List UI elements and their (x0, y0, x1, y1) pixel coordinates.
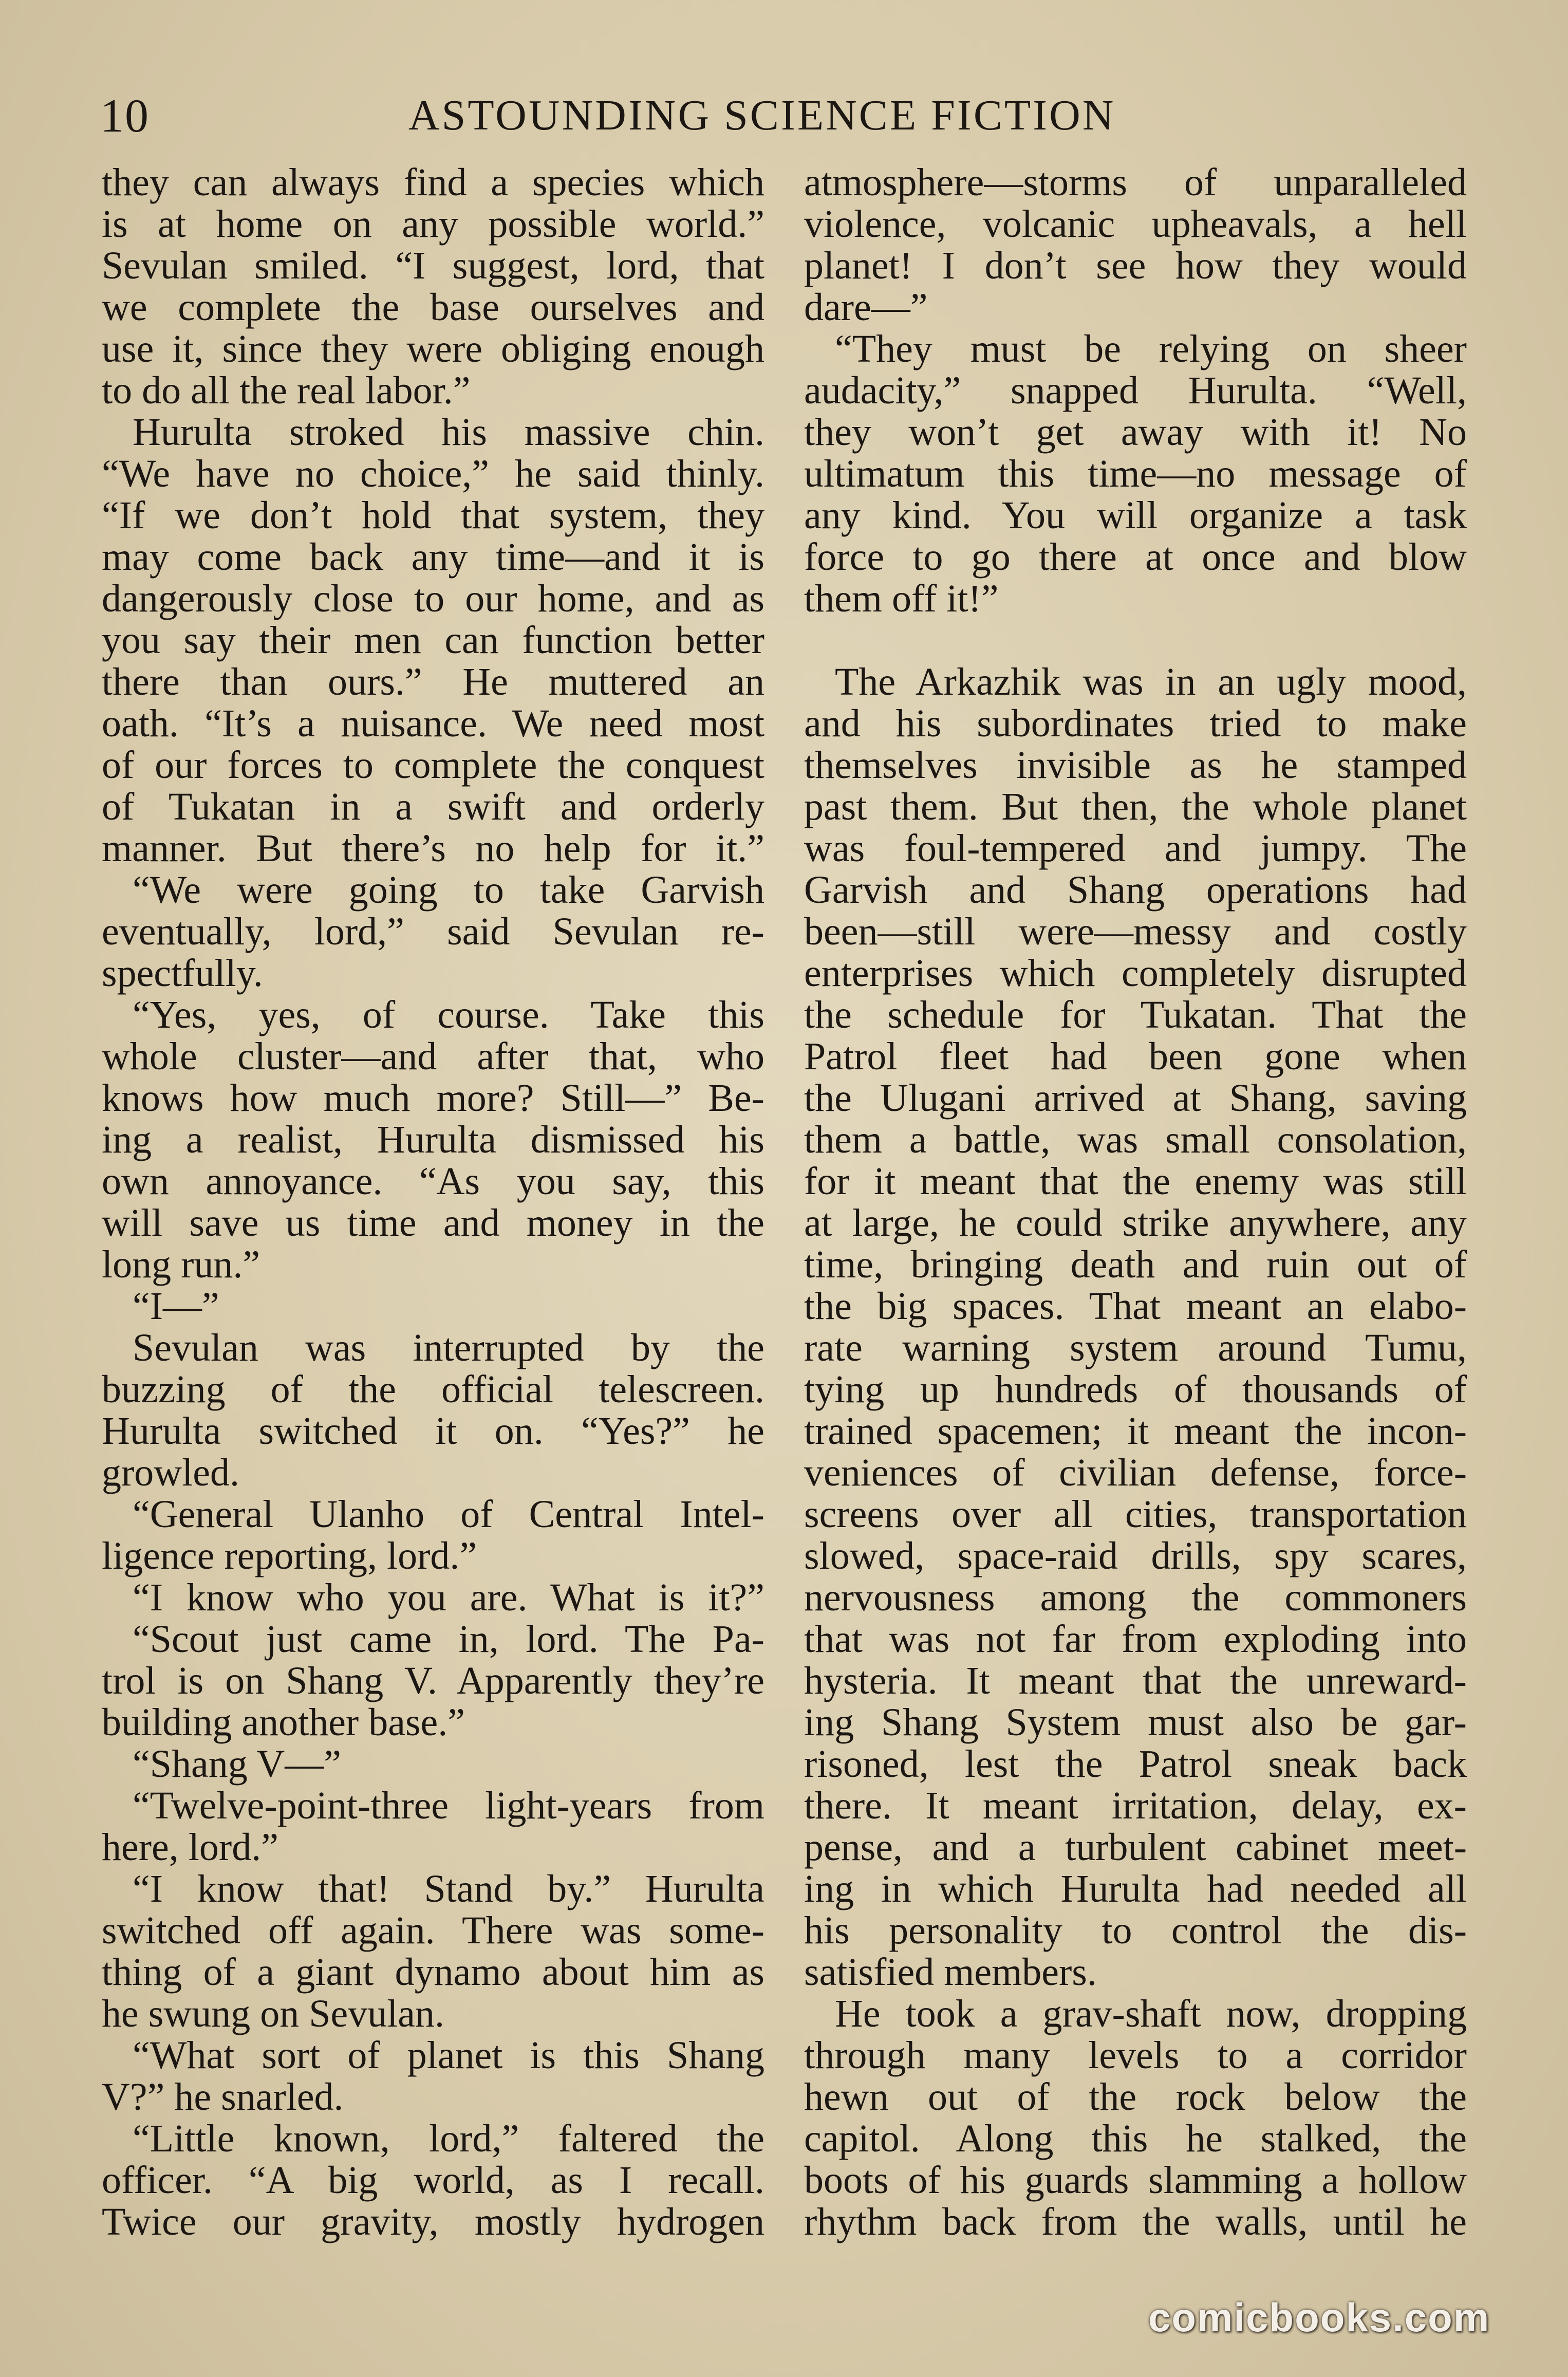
text-line: buzzing of the official telescreen. (102, 1368, 764, 1411)
text-line: own annoyance. “As you say, this (102, 1160, 764, 1203)
text-line: time, bringing death and ruin out of (804, 1243, 1467, 1286)
running-title: ASTOUNDING SCIENCE FICTION (408, 91, 1116, 139)
text-line: veniences of civilian defense, force- (804, 1451, 1467, 1494)
text-line: planet! I don’t see how they would (804, 244, 1467, 287)
text-line: pense, and a turbulent cabinet meet- (804, 1826, 1467, 1869)
text-line: The Arkazhik was in an ugly mood, (835, 660, 1467, 703)
text-line: screens over all cities, transportation (804, 1493, 1467, 1536)
text-line: manner. But there’s no help for it.” (102, 827, 764, 870)
text-line: trol is on Shang V. Apparently they’re (102, 1659, 764, 1702)
text-line: ing in which Hurulta had needed all (804, 1867, 1467, 1910)
text-line: “I know who you are. What is it?” (133, 1576, 764, 1619)
text-line: past them. But then, the whole planet (804, 785, 1467, 828)
text-line: thing of a giant dynamo about him as (102, 1951, 764, 1994)
text-line: V?” he snarled. (102, 2075, 344, 2119)
text-line: rhythm back from the walls, until he (804, 2200, 1467, 2243)
text-line: ing a realist, Hurulta dismissed his (102, 1118, 764, 1161)
text-line: dare—” (804, 286, 928, 329)
text-line: the Ulugani arrived at Shang, saving (804, 1076, 1467, 1120)
text-line: there than ours.” He muttered an (102, 660, 764, 703)
watermark: comicbooks.com (1148, 2295, 1490, 2340)
text-line: rate warning system around Tumu, (804, 1326, 1467, 1369)
text-line: spectfully. (102, 952, 263, 995)
left-text-column (102, 162, 764, 2243)
text-line: hewn out of the rock below the (804, 2075, 1467, 2119)
text-line: He took a grav-shaft now, dropping (835, 1992, 1467, 2035)
text-line: ligence reporting, lord.” (102, 1534, 477, 1577)
text-line: there. It meant irritation, delay, ex- (804, 1784, 1467, 1827)
text-line: capitol. Along this he stalked, the (804, 2117, 1467, 2160)
text-line: he swung on Sevulan. (102, 1992, 445, 2035)
text-line: “They must be relying on sheer (835, 327, 1467, 370)
text-line: growled. (102, 1451, 240, 1494)
page-number: 10 (100, 89, 150, 142)
text-line: may come back any time—and it is (102, 535, 764, 579)
text-line: was foul-tempered and jumpy. The (804, 827, 1467, 870)
text-line: force to go there at once and blow (804, 535, 1467, 579)
text-line: slowed, space-raid drills, spy scares, (804, 1534, 1467, 1577)
text-line: is at home on any possible world.” (102, 202, 764, 246)
text-line: Sevulan was interrupted by the (133, 1326, 764, 1369)
text-line: ing Shang System must also be gar- (804, 1701, 1467, 1744)
text-line: at large, he could strike anywhere, any (804, 1201, 1467, 1245)
text-line: ultimatum this time—no message of (804, 452, 1467, 495)
text-line: “General Ulanho of Central Intel- (133, 1493, 764, 1536)
text-line: them a battle, was small consolation, (804, 1118, 1467, 1161)
text-line: Garvish and Shang operations had (804, 868, 1467, 912)
text-line: Sevulan smiled. “I suggest, lord, that (102, 244, 764, 287)
text-line: satisfied members. (804, 1951, 1097, 1994)
text-line: they can always find a species which (102, 161, 764, 204)
text-line: been—still were—messy and costly (804, 910, 1467, 953)
right-text-column (804, 162, 1467, 2243)
text-line: nervousness among the commoners (804, 1576, 1467, 1619)
text-line: we complete the base ourselves and (102, 286, 764, 329)
text-line: the schedule for Tukatan. That the (804, 993, 1467, 1036)
page-header (100, 85, 1174, 146)
text-line: trained spacemen; it meant the incon- (804, 1409, 1467, 1453)
text-line: any kind. You will organize a task (804, 494, 1467, 537)
text-line: through many levels to a corridor (804, 2034, 1467, 2077)
text-line (804, 620, 1467, 661)
text-line: of our forces to complete the conquest (102, 744, 764, 787)
text-line: for it meant that the enemy was still (804, 1160, 1467, 1203)
text-line: violence, volcanic upheavals, a hell (804, 202, 1467, 246)
text-line: building another base.” (102, 1701, 465, 1744)
text-line: “Little known, lord,” faltered the (133, 2117, 764, 2160)
text-line: “I—” (133, 1285, 219, 1328)
text-line: “I know that! Stand by.” Hurulta (133, 1867, 764, 1910)
text-line: themselves invisible as he stamped (804, 744, 1467, 787)
text-line: risoned, lest the Patrol sneak back (804, 1742, 1467, 1786)
text-line: “Twelve-point-three light-years from (133, 1784, 764, 1827)
text-line: that was not far from exploding into (804, 1618, 1467, 1661)
text-line: here, lord.” (102, 1826, 278, 1869)
text-line: they won’t get away with it! No (804, 411, 1467, 454)
text-line: of Tukatan in a swift and orderly (102, 785, 764, 828)
text-line: to do all the real labor.” (102, 369, 471, 412)
text-line: whole cluster—and after that, who (102, 1035, 764, 1078)
text-line: switched off again. There was some- (102, 1909, 764, 1952)
text-line: “If we don’t hold that system, they (102, 494, 764, 537)
text-line: Twice our gravity, mostly hydrogen (102, 2200, 764, 2243)
text-line: “We have no choice,” he said thinly. (102, 452, 764, 495)
text-line: atmosphere—storms of unparalleled (804, 161, 1467, 204)
text-line: and his subordinates tried to make (804, 702, 1467, 745)
text-line: Hurulta switched it on. “Yes?” he (102, 1409, 764, 1453)
text-line: knows how much more? Still—” Be- (102, 1076, 764, 1120)
text-line: the big spaces. That meant an elabo- (804, 1285, 1467, 1328)
text-line: boots of his guards slamming a hollow (804, 2159, 1467, 2202)
text-line: enterprises which completely disrupted (804, 952, 1467, 995)
text-line: oath. “It’s a nuisance. We need most (102, 702, 764, 745)
text-line: use it, since they were obliging enough (102, 327, 764, 370)
text-line: Patrol fleet had been gone when (804, 1035, 1467, 1078)
text-line: tying up hundreds of thousands of (804, 1368, 1467, 1411)
text-line: will save us time and money in the (102, 1201, 764, 1245)
text-line: hysteria. It meant that the unreward- (804, 1659, 1467, 1702)
text-line: “Yes, yes, of course. Take this (133, 993, 764, 1036)
text-line: “Shang V—” (133, 1742, 341, 1786)
text-line: Hurulta stroked his massive chin. (133, 411, 764, 454)
text-line: officer. “A big world, as I recall. (102, 2159, 764, 2202)
text-line: them off it!” (804, 577, 999, 620)
text-line: his personality to control the dis- (804, 1909, 1467, 1952)
text-line: you say their men can function better (102, 619, 764, 662)
text-line: dangerously close to our home, and as (102, 577, 764, 620)
text-line: “We were going to take Garvish (133, 868, 764, 912)
text-line: “What sort of planet is this Shang (133, 2034, 764, 2077)
text-line: eventually, lord,” said Sevulan re- (102, 910, 764, 953)
text-line: “Scout just came in, lord. The Pa- (133, 1618, 764, 1661)
text-line: audacity,” snapped Hurulta. “Well, (804, 369, 1467, 412)
text-line: long run.” (102, 1243, 260, 1286)
